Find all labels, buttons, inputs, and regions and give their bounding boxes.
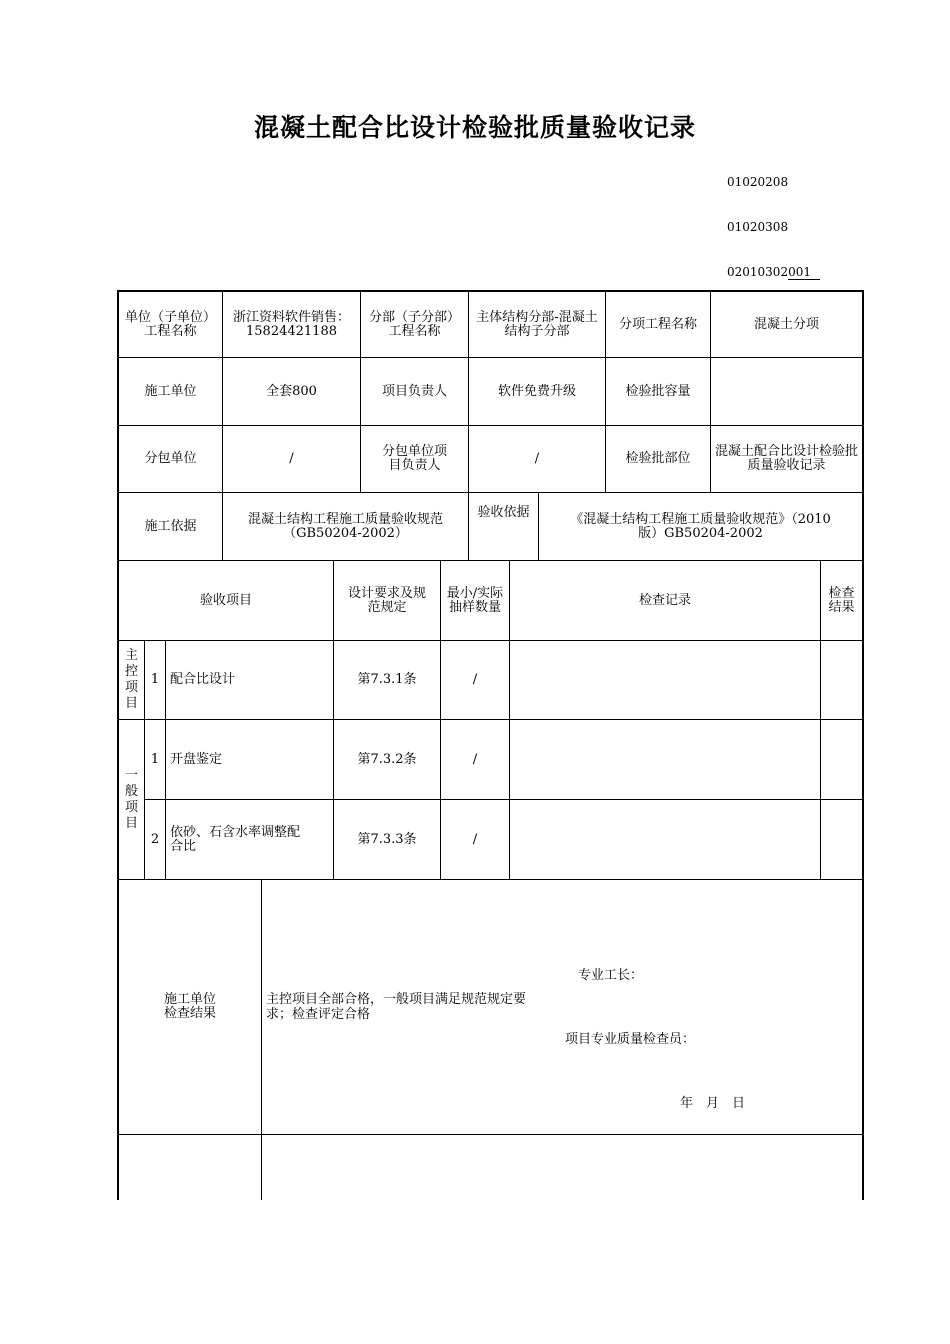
item-label: 分项工程名称 xyxy=(618,316,697,332)
col-sample: 最小/实际抽样数量 xyxy=(446,585,504,615)
inspector-label: 项目专业质量检查员： xyxy=(565,1032,696,1047)
col-record: 检查记录 xyxy=(638,592,691,608)
accept-basis-label: 验收依据 xyxy=(477,505,530,520)
unit-value: 浙江资料软件销售：15824421188 xyxy=(232,309,350,339)
general-group: 一般项目 xyxy=(124,767,138,831)
contractor-label: 施工单位 xyxy=(144,383,197,399)
sub-pm-label: 分包单位项目负责人 xyxy=(381,444,447,473)
part-value: 混凝土配合比设计检验批质量验收记录 xyxy=(714,444,858,473)
sub-value: 主体结构分部-混凝土结构子分部 xyxy=(476,309,598,339)
row-2-no: 1 xyxy=(150,751,160,767)
foreman-label: 专业工长： xyxy=(578,968,644,983)
subcontractor-value: / xyxy=(289,451,294,466)
row-1-clause: 第7.3.1条 xyxy=(357,672,417,687)
pm-value: 软件免费升级 xyxy=(497,383,576,399)
form-code-3-prefix: 02010302 xyxy=(727,265,789,279)
form-code-1: 01020208 xyxy=(727,175,789,189)
page-title: 混凝土配合比设计检验批质量验收记录 xyxy=(253,113,696,142)
col-design: 设计要求及规范规定 xyxy=(348,585,427,615)
accept-basis-value: 《混凝土结构工程施工质量验收规范》（2010版）GB50204-2002 xyxy=(570,511,831,541)
check-date: 年 月 日 xyxy=(680,1096,746,1111)
row-1-name: 配合比设计 xyxy=(170,672,236,687)
subcontractor-label: 分包单位 xyxy=(144,451,197,466)
row-3-sample: / xyxy=(472,831,478,847)
row-3-clause: 第7.3.3条 xyxy=(357,831,417,847)
row-2-sample: / xyxy=(472,751,478,767)
capacity-label: 检验批容量 xyxy=(625,383,691,399)
batch-number: 001 xyxy=(788,265,820,280)
row-3-no: 2 xyxy=(150,831,160,847)
main-control-group: 主控项目 xyxy=(124,648,138,711)
row-2-clause: 第7.3.2条 xyxy=(357,751,417,767)
contractor-value: 全套800 xyxy=(266,383,317,399)
item-value: 混凝土分项 xyxy=(753,316,819,332)
unit-label: 单位（子单位）工程名称 xyxy=(124,309,216,339)
capacity-value xyxy=(711,358,862,425)
pm-label: 项目负责人 xyxy=(381,383,447,399)
row-1-sample: / xyxy=(472,672,478,687)
form-code-3 xyxy=(727,265,820,280)
row-2-name: 开盘鉴定 xyxy=(170,751,223,767)
basis-label: 施工依据 xyxy=(144,518,197,534)
form-code-2: 01020308 xyxy=(727,220,789,234)
sub-pm-value: / xyxy=(534,451,540,466)
check-conclusion: 主控项目全部合格，一般项目满足规范规定要求；检查评定合格 xyxy=(266,992,527,1022)
row-3-name: 依砂、石含水率调整配合比 xyxy=(170,824,301,854)
sub-label: 分部（子分部）工程名称 xyxy=(368,309,460,339)
part-label: 检验批部位 xyxy=(625,451,691,466)
check-label: 施工单位检查结果 xyxy=(163,992,216,1021)
basis-value: 混凝土结构工程施工质量验收规范（GB50204-2002） xyxy=(247,511,443,541)
col-item: 验收项目 xyxy=(199,592,252,608)
col-result: 检查结果 xyxy=(828,585,855,615)
row-1-no: 1 xyxy=(150,672,160,687)
